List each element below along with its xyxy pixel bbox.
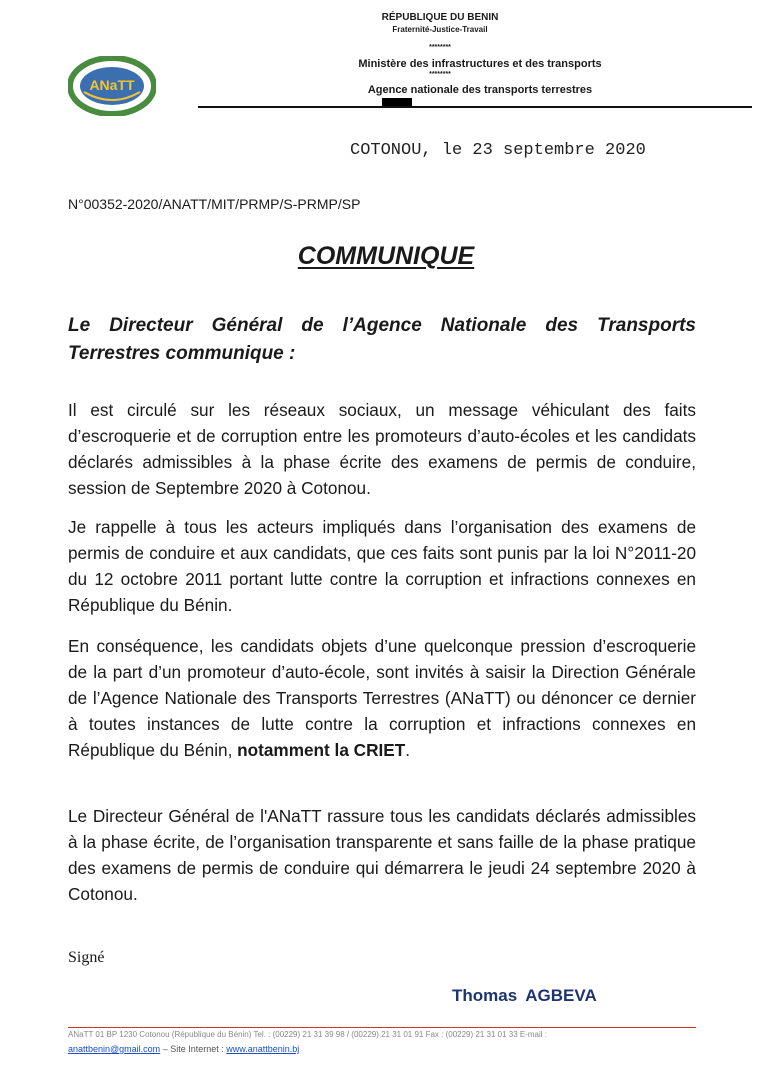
- anatt-logo: [68, 56, 156, 116]
- logo-text: ANaTT: [89, 77, 135, 93]
- signed-label: Signé: [68, 949, 105, 966]
- paragraph-3-text: En conséquence, les candidats objets d’une quelconque pression d’escroquerie de la part d’un promoteur d’auto-école, sont invités à saisir la Direction Générale de l’Agence Nationale des Transports Terrestres (ANaTT) ou dénoncer ce dernier à toutes instances de lutte contre la corruption et infractions connexes en République du Bénin,: [68, 636, 696, 760]
- footer-divider: [68, 1027, 696, 1028]
- footer-email-link[interactable]: anattbenin@gmail.com: [68, 1044, 161, 1054]
- footer-site-label: – Site Internet :: [162, 1044, 224, 1054]
- paragraph-3-emphasis: notamment la CRIET: [237, 740, 406, 760]
- header-separator: ********: [429, 44, 451, 51]
- paragraph-4: Le Directeur Général de l'ANaTT rassure tous les candidats déclarés admissibles à la phase écrite, de l’organisation transparente et sans faille de la phase pratique des examens de permis de conduire qui démarrera le jeudi 24 septembre 2020 à Cotonou.: [68, 806, 696, 904]
- agency-name: Agence nationale des transports terrestres: [367, 84, 593, 96]
- header-divider: [198, 106, 752, 108]
- paragraph-3: [68, 633, 696, 763]
- header-separator-2: ********: [429, 71, 451, 78]
- footer-contacts: [68, 1044, 299, 1054]
- intro-statement: Le Directeur Général de l’Agence Nationale des Transports Terrestres communique :: [68, 315, 696, 364]
- footer-website-link[interactable]: www.anattbenin.bj: [226, 1044, 300, 1054]
- paragraph-2: Je rappelle à tous les acteurs impliqués dans l’organisation des examens de permis de conduire et aux candidats, que ces faits sont punis par la loi N°2011-20 du 12 octobre 2011 portant lutte contre la corruption et infractions connexes en République du Bénin.: [68, 517, 696, 615]
- signatory-name: Thomas AGBEVA: [452, 986, 597, 1005]
- republic-title: RÉPUBLIQUE DU BENIN: [381, 12, 499, 23]
- document-title: COMMUNIQUE: [297, 242, 475, 270]
- national-motto: Fraternité-Justice-Travail: [392, 25, 488, 34]
- ministry-name: Ministère des infrastructures et des transports: [358, 58, 602, 70]
- footer-address: ANaTT 01 BP 1230 Cotonou (République du Bénin) Tel. : (00229) 21 31 39 98 / (00229) 21 31 01 91 Fax : (00229) 21 31 01 33 E-mail :: [68, 1030, 547, 1039]
- paragraph-3-end: .: [405, 740, 411, 760]
- reference-number: N°00352-2020/ANATT/MIT/PRMP/S-PRMP/SP: [68, 196, 361, 212]
- dateline: COTONOU, le 23 septembre 2020: [350, 141, 646, 160]
- paragraph-1: Il est circulé sur les réseaux sociaux, un message véhiculant des faits d’escroquerie et de corruption entre les promoteurs d’auto-écoles et les candidats déclarés admissibles à la phase écrite des examens de permis de conduire, session de Septembre 2020 à Cotonou.: [68, 400, 696, 498]
